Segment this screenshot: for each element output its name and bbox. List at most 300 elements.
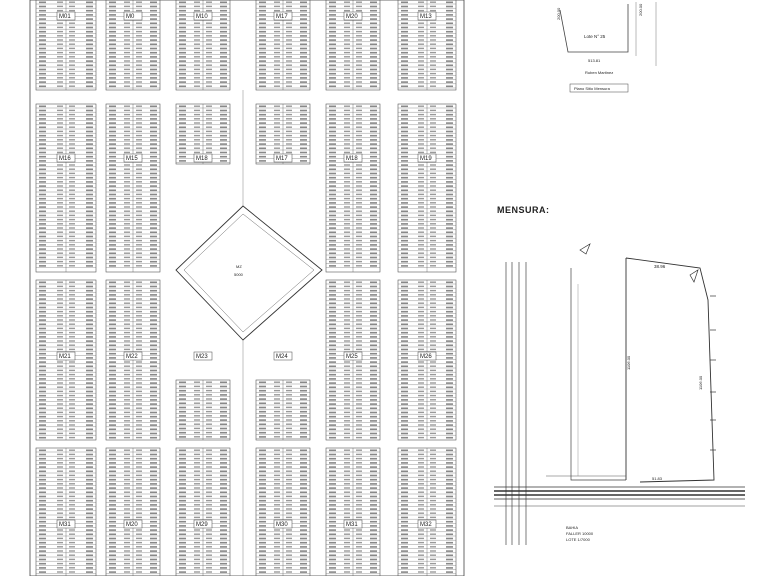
lot-number [206,475,212,476]
lot-number [69,219,75,220]
lot-number [418,294,424,295]
lot-number [446,319,453,321]
lot-number [370,416,377,418]
lot-number [194,555,200,556]
lot-number [418,265,424,266]
lot-number [274,475,280,476]
lot-number [329,332,336,334]
lot-number [344,567,350,568]
lot-number [57,508,63,509]
lot-number [446,152,453,154]
lot-number [329,198,336,200]
lot-number [124,23,130,24]
lot-number [356,378,362,379]
lot-number [136,315,142,316]
lot-number [300,135,307,137]
lot-number [356,366,362,367]
lot-number [344,349,350,350]
lot-number [57,437,63,438]
lot-number [274,131,280,132]
lot-number [86,399,93,401]
lot-number [329,181,336,183]
lot-number [194,77,200,78]
lot-number [39,286,46,288]
lot-number [39,257,46,259]
lot-number [430,290,436,291]
lot-number [329,177,336,179]
lot-number [344,483,350,484]
lot-number [124,361,130,362]
lot-number [206,2,212,3]
lot-number [150,152,157,154]
lot-number [329,336,336,338]
lot-number [329,307,336,309]
lot-number [329,257,336,259]
lot-number [370,77,377,79]
lot-number [57,48,63,49]
lot-number [150,227,157,229]
lot-number [418,215,424,216]
lot-number [150,403,157,405]
lot-number [86,567,93,569]
lot-number [124,294,130,295]
lot-number [124,391,130,392]
lot-number [418,366,424,367]
lot-number [274,458,280,459]
lot-number [274,56,280,57]
lot-number [418,282,424,283]
lot-number [69,529,75,530]
lot-number [418,370,424,371]
lot-number [259,390,266,392]
lot-number [356,504,362,505]
lot-number [274,424,280,425]
lot-number [86,2,93,4]
lot-number [329,395,336,397]
lot-number [329,77,336,79]
lot-number [329,244,336,246]
lot-number [136,185,142,186]
lot-number [370,378,377,380]
lot-number [430,27,436,28]
lot-number [356,6,362,7]
lot-number [446,164,453,166]
lot-number [124,378,130,379]
lot-number [356,517,362,518]
lot-number [329,399,336,401]
lot-number [274,483,280,484]
lot-number [220,454,227,456]
lot-number [446,303,453,305]
lot-number [356,69,362,70]
lot-number [344,340,350,341]
lot-number [418,135,424,136]
lot-number [57,198,63,199]
lot-number [69,290,75,291]
lot-number [194,500,200,501]
lot-number [329,219,336,221]
lot-number [430,324,436,325]
lot-number [401,127,408,129]
lot-number [124,282,130,283]
lot-number [194,48,200,49]
lot-number [220,118,227,120]
block-label: M22 [126,354,138,360]
lot-number [109,479,116,481]
lot-number [286,563,292,564]
lot-number [446,370,453,372]
lot-number [206,118,212,119]
lot-number [370,513,377,515]
lot-number [194,81,200,82]
lot-number [344,164,350,165]
lot-number [69,10,75,11]
lot-number [109,18,116,20]
inset-dim-left: 200.00 [556,7,561,20]
lot-number [39,374,46,376]
lot-number [150,370,157,372]
lot-number [109,412,116,414]
lot-number [136,240,142,241]
lot-number [124,462,130,463]
lot-number [39,77,46,79]
lot-number [69,110,75,111]
lot-number [401,420,408,422]
lot-number [329,471,336,473]
lot-number [57,542,63,543]
lot-number [69,416,75,417]
lot-number [401,164,408,166]
lot-number [57,471,63,472]
lot-number [446,2,453,4]
lot-number [418,483,424,484]
lot-number [109,27,116,29]
lot-number [418,143,424,144]
lot-number [418,10,424,11]
plaza-value: 5000 [234,272,243,277]
lot-number [109,173,116,175]
lot-number [370,202,377,204]
lot-number [329,521,336,523]
block-label: M01 [59,14,71,20]
lot-number [430,370,436,371]
lot-number [150,332,157,334]
lot-number [124,319,130,320]
lot-number [69,164,75,165]
lot-number [446,77,453,79]
lot-number [286,424,292,425]
lot-number [206,60,212,61]
lot-number [86,429,93,431]
lot-number [329,202,336,204]
lot-number [356,571,362,572]
lot-number [220,500,227,502]
lot-number [446,311,453,313]
lot-number [446,416,453,418]
lot-number [370,44,377,46]
lot-number [344,500,350,501]
lot-number [69,538,75,539]
lot-number [124,177,130,178]
lot-number [109,52,116,54]
lot-number [179,152,186,154]
lot-number [150,232,157,234]
lot-number [274,382,280,383]
lot-number [39,437,46,439]
lot-number [179,48,186,50]
lot-number [124,483,130,484]
lot-number [446,353,453,355]
lot-number [109,236,116,238]
lot-number [370,500,377,502]
lot-number [69,496,75,497]
lot-number [206,479,212,480]
lot-number [274,106,280,107]
lot-number [57,370,63,371]
lot-number [356,529,362,530]
lot-number [150,290,157,292]
lot-number [109,504,116,506]
lot-number [124,194,130,195]
lot-number [446,307,453,309]
lot-number [124,311,130,312]
lot-number [300,487,307,489]
lot-number [150,408,157,410]
lot-number [86,177,93,179]
lot-number [150,6,157,8]
lot-number [220,517,227,519]
lot-number [401,508,408,510]
lot-number [446,86,453,88]
lot-number [344,571,350,572]
lot-number [401,555,408,557]
lot-number [206,450,212,451]
lot-number [370,81,377,83]
lot-number [446,315,453,317]
lot-number [300,483,307,485]
lot-number [179,81,186,83]
lot-number [69,471,75,472]
lot-number [136,345,142,346]
lot-number [430,190,436,191]
lot-number [86,466,93,468]
lot-number [418,319,424,320]
lot-number [446,202,453,204]
lot-number [109,483,116,485]
lot-number [179,139,186,141]
lot-number [124,286,130,287]
lot-number [220,462,227,464]
lot-number [446,131,453,133]
lot-number [124,219,130,220]
lot-number [179,475,186,477]
lot-number [194,6,200,7]
lot-number [356,332,362,333]
mensura-dim-bottom: 51.83 [652,476,663,481]
lot-number [179,567,186,569]
lot-number [286,114,292,115]
lot-number [179,23,186,25]
lot-number [194,127,200,128]
lot-number [39,450,46,452]
lot-number [220,525,227,527]
lot-number [300,2,307,4]
lot-number [150,324,157,326]
lot-number [344,508,350,509]
lot-number [86,265,93,267]
lot-number [259,18,266,20]
lot-number [150,139,157,141]
lot-number [206,458,212,459]
lot-number [446,508,453,510]
lot-number [344,382,350,383]
lot-number [150,236,157,238]
lot-number [401,513,408,515]
lot-number [39,152,46,154]
lot-number [179,559,186,561]
lot-number [344,311,350,312]
lot-number [57,56,63,57]
lot-number [69,311,75,312]
lot-number [329,14,336,16]
lot-number [150,353,157,355]
lot-number [69,567,75,568]
lot-number [446,517,453,519]
lot-number [86,387,93,389]
lot-number [124,6,130,7]
lot-number [418,6,424,7]
lot-number [356,139,362,140]
lot-number [57,10,63,11]
plaza-outline [176,206,322,340]
lot-number [286,127,292,128]
lot-number [136,27,142,28]
lot-number [446,534,453,536]
lot-number [286,403,292,404]
lot-number [259,160,266,162]
lot-number [446,181,453,183]
lot-number [136,462,142,463]
lot-number [286,2,292,3]
lot-number [300,394,307,396]
lot-number [220,156,227,158]
lot-number [356,487,362,488]
lot-number [300,471,307,473]
lot-number [136,340,142,341]
lot-number [150,546,157,548]
lot-number [57,387,63,388]
lot-number [109,56,116,58]
lot-number [57,177,63,178]
lot-number [446,454,453,456]
lot-number [136,412,142,413]
lot-number [86,525,93,527]
lot-number [418,567,424,568]
lot-number [329,23,336,25]
lot-number [356,114,362,115]
block-label: M17 [276,14,288,20]
lot-number [109,160,116,162]
lot-number [259,39,266,41]
lot-number [300,52,307,54]
lot-number [418,399,424,400]
lot-number [86,479,93,481]
lot-number [206,148,212,149]
lot-number [206,110,212,111]
lot-number [259,394,266,396]
lot-number [401,282,408,284]
lot-number [86,152,93,154]
lot-number [430,387,436,388]
lot-number [344,127,350,128]
lot-number [206,567,212,568]
lot-number [39,466,46,468]
lot-number [150,504,157,506]
lot-number [356,340,362,341]
lot-number [124,492,130,493]
lot-number [136,248,142,249]
lot-number [57,294,63,295]
lot-number [69,181,75,182]
lot-number [124,298,130,299]
lot-number [220,546,227,548]
lot-number [150,416,157,418]
lot-number [430,23,436,24]
lot-number [220,411,227,413]
lot-number [300,475,307,477]
lot-number [446,114,453,116]
lot-number [206,542,212,543]
lot-number [150,534,157,536]
lot-number [136,534,142,535]
lot-number [259,508,266,510]
lot-number [136,35,142,36]
lot-number [329,143,336,145]
lot-number [124,211,130,212]
lot-number [124,35,130,36]
lot-number [300,504,307,506]
lot-number [136,44,142,45]
lot-number [401,471,408,473]
lot-number [194,428,200,429]
lot-number [274,60,280,61]
lot-number [286,110,292,111]
lot-number [356,65,362,66]
lot-number [109,232,116,234]
lot-number [136,378,142,379]
lot-number [150,500,157,502]
lot-number [344,387,350,388]
lot-number [344,118,350,119]
lot-number [39,253,46,255]
lot-number [370,534,377,536]
lot-number [356,382,362,383]
lot-number [109,466,116,468]
lot-number [179,135,186,137]
lot-number [370,328,377,330]
lot-number [86,160,93,162]
lot-number [259,131,266,133]
lot-number [150,148,157,150]
lot-number [356,148,362,149]
lot-number [69,232,75,233]
lot-number [69,35,75,36]
lot-number [401,244,408,246]
lot-number [39,408,46,410]
lot-number [401,542,408,544]
lot-number [220,550,227,552]
lot-number [418,31,424,32]
